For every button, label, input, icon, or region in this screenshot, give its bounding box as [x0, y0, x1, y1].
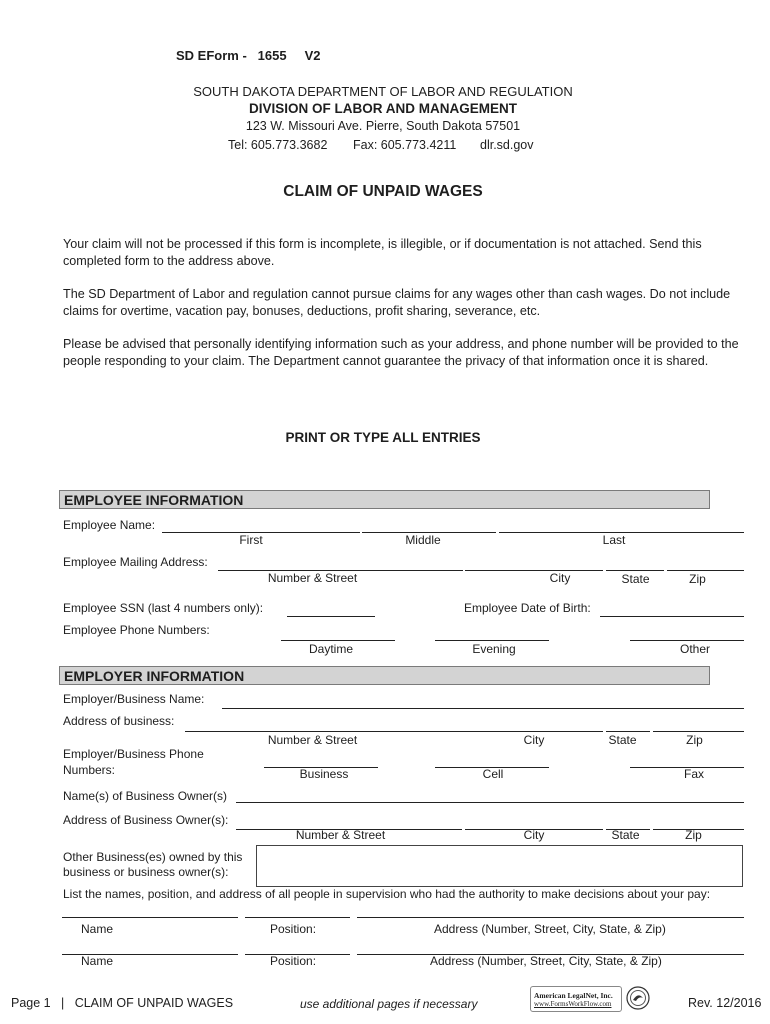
- employee-name-label: Employee Name:: [63, 518, 156, 532]
- footer-note: use additional pages if necessary: [300, 997, 478, 1011]
- business-state-field[interactable]: [606, 731, 650, 732]
- other-caption: Other: [679, 642, 710, 656]
- employee-city-field[interactable]: [465, 570, 603, 571]
- business-owners-field[interactable]: [236, 802, 744, 803]
- agency-tel: Tel: 605.773.3682: [228, 138, 328, 152]
- employee-phone-label: Employee Phone Numbers:: [63, 623, 210, 637]
- supervisor-1-position-caption: Position:: [270, 922, 317, 936]
- logo-line-2: www.FormsWorkFlow.com: [534, 1000, 612, 1008]
- form-code-label: SD EForm -: [176, 48, 247, 63]
- agency-fax: Fax: 605.773.4211: [353, 138, 457, 152]
- first-caption: First: [239, 533, 263, 547]
- business-address-label: Address of business:: [63, 714, 175, 728]
- cell-caption: Cell: [482, 767, 504, 781]
- other-business-label-1: Other Business(es) owned by this: [63, 850, 243, 864]
- supervisor-2-position-caption: Position:: [270, 954, 317, 968]
- footer-revision: Rev. 12/2016: [688, 996, 762, 1010]
- other-business-textarea[interactable]: [256, 845, 743, 887]
- owners-zip-caption: Zip: [685, 828, 702, 842]
- legalnet-seal-icon: [626, 986, 650, 1010]
- business-street-caption: Number & Street: [267, 733, 358, 747]
- zip-caption: Zip: [689, 572, 706, 586]
- notice-paragraph-3: Please be advised that personally identifying information such as your address, and phone number will be provided to the people responding to your claim. The Department cannot guarantee the privacy of that information once it is shared.: [63, 337, 739, 368]
- owners-city-caption: City: [523, 828, 545, 842]
- other-business-label-2: business or business owner(s):: [63, 865, 229, 879]
- print-instruction: PRINT OR TYPE ALL ENTRIES: [285, 430, 481, 445]
- employee-dob-field[interactable]: [600, 616, 744, 617]
- employee-ssn-field[interactable]: [287, 616, 375, 617]
- fax-caption: Fax: [683, 767, 704, 781]
- business-owners-label: Name(s) of Business Owner(s): [63, 789, 228, 803]
- notice-paragraph-1: Your claim will not be processed if this form is incomplete, is illegible, or if documentation is not attached. Send this completed form to the address above.: [63, 237, 702, 268]
- form-version: V2: [304, 48, 321, 63]
- last-caption: Last: [602, 533, 626, 547]
- evening-caption: Evening: [472, 642, 516, 656]
- supervisor-1-address-caption: Address (Number, Street, City, State, & Zip): [434, 922, 666, 936]
- business-caption: Business: [299, 767, 349, 781]
- business-city-caption: City: [523, 733, 545, 747]
- business-state-caption: State: [608, 733, 637, 747]
- agency-division: DIVISION OF LABOR AND MANAGEMENT: [249, 101, 517, 116]
- employee-state-field[interactable]: [606, 570, 664, 571]
- legalnet-logo: [530, 986, 622, 1012]
- daytime-caption: Daytime: [308, 642, 353, 656]
- employer-section-header: EMPLOYER INFORMATION: [59, 666, 710, 685]
- supervisor-1-name-caption: Name: [81, 922, 114, 936]
- business-street-city-field[interactable]: [185, 731, 603, 732]
- owners-street-caption: Number & Street: [295, 828, 386, 842]
- supervisor-1-address-field[interactable]: [357, 917, 744, 918]
- supervisor-1-position-field[interactable]: [245, 917, 350, 918]
- city-caption: City: [549, 571, 571, 585]
- employee-zip-field[interactable]: [667, 570, 744, 571]
- business-zip-caption: Zip: [686, 733, 703, 747]
- owners-state-caption: State: [611, 828, 640, 842]
- footer-page-label: Page 1 | CLAIM OF UNPAID WAGES: [11, 996, 234, 1010]
- form-code: [176, 48, 321, 63]
- agency-dept: SOUTH DAKOTA DEPARTMENT OF LABOR AND REGULATION: [193, 84, 573, 99]
- supervisor-1-name-field[interactable]: [62, 917, 238, 918]
- supervisor-2-name-caption: Name: [81, 954, 114, 968]
- employer-phone-label-2: Numbers:: [63, 763, 116, 777]
- business-zip-field[interactable]: [653, 731, 744, 732]
- agency-address: 123 W. Missouri Ave. Pierre, South Dakota 57501: [245, 119, 521, 133]
- supervisors-instruction: List the names, position, and address of all people in supervision who had the authority to make decisions about your pay:: [63, 887, 711, 901]
- employee-ssn-label: Employee SSN (last 4 numbers only):: [63, 601, 264, 615]
- notice-paragraph-2: The SD Department of Labor and regulation cannot pursue claims for any wages other than cash wages. Do not include claims for overtime, vacation pay, bonuses, deductions, profit sharing, severance, etc.: [63, 287, 731, 318]
- employer-name-field[interactable]: [222, 708, 744, 709]
- street-caption: Number & Street: [267, 571, 358, 585]
- employee-other-phone-field[interactable]: [630, 640, 744, 641]
- logo-line-1: American LegalNet, Inc.: [534, 991, 613, 1000]
- employee-section-header: EMPLOYEE INFORMATION: [59, 490, 710, 509]
- employee-daytime-phone-field[interactable]: [281, 640, 395, 641]
- agency-web: dlr.sd.gov: [480, 138, 534, 152]
- owners-address-label: Address of Business Owner(s):: [63, 813, 229, 827]
- supervisor-2-address-caption: Address (Number, Street, City, State, & Zip): [430, 954, 662, 968]
- employee-dob-label: Employee Date of Birth:: [464, 601, 591, 615]
- middle-caption: Middle: [405, 533, 441, 547]
- state-caption: State: [621, 572, 650, 586]
- employer-phone-label-1: Employer/Business Phone: [63, 747, 204, 761]
- employer-name-label: Employer/Business Name:: [63, 692, 205, 706]
- form-number: 1655: [257, 48, 287, 63]
- employee-evening-phone-field[interactable]: [435, 640, 549, 641]
- employee-address-label: Employee Mailing Address:: [63, 555, 208, 569]
- page-title: CLAIM OF UNPAID WAGES: [283, 183, 483, 200]
